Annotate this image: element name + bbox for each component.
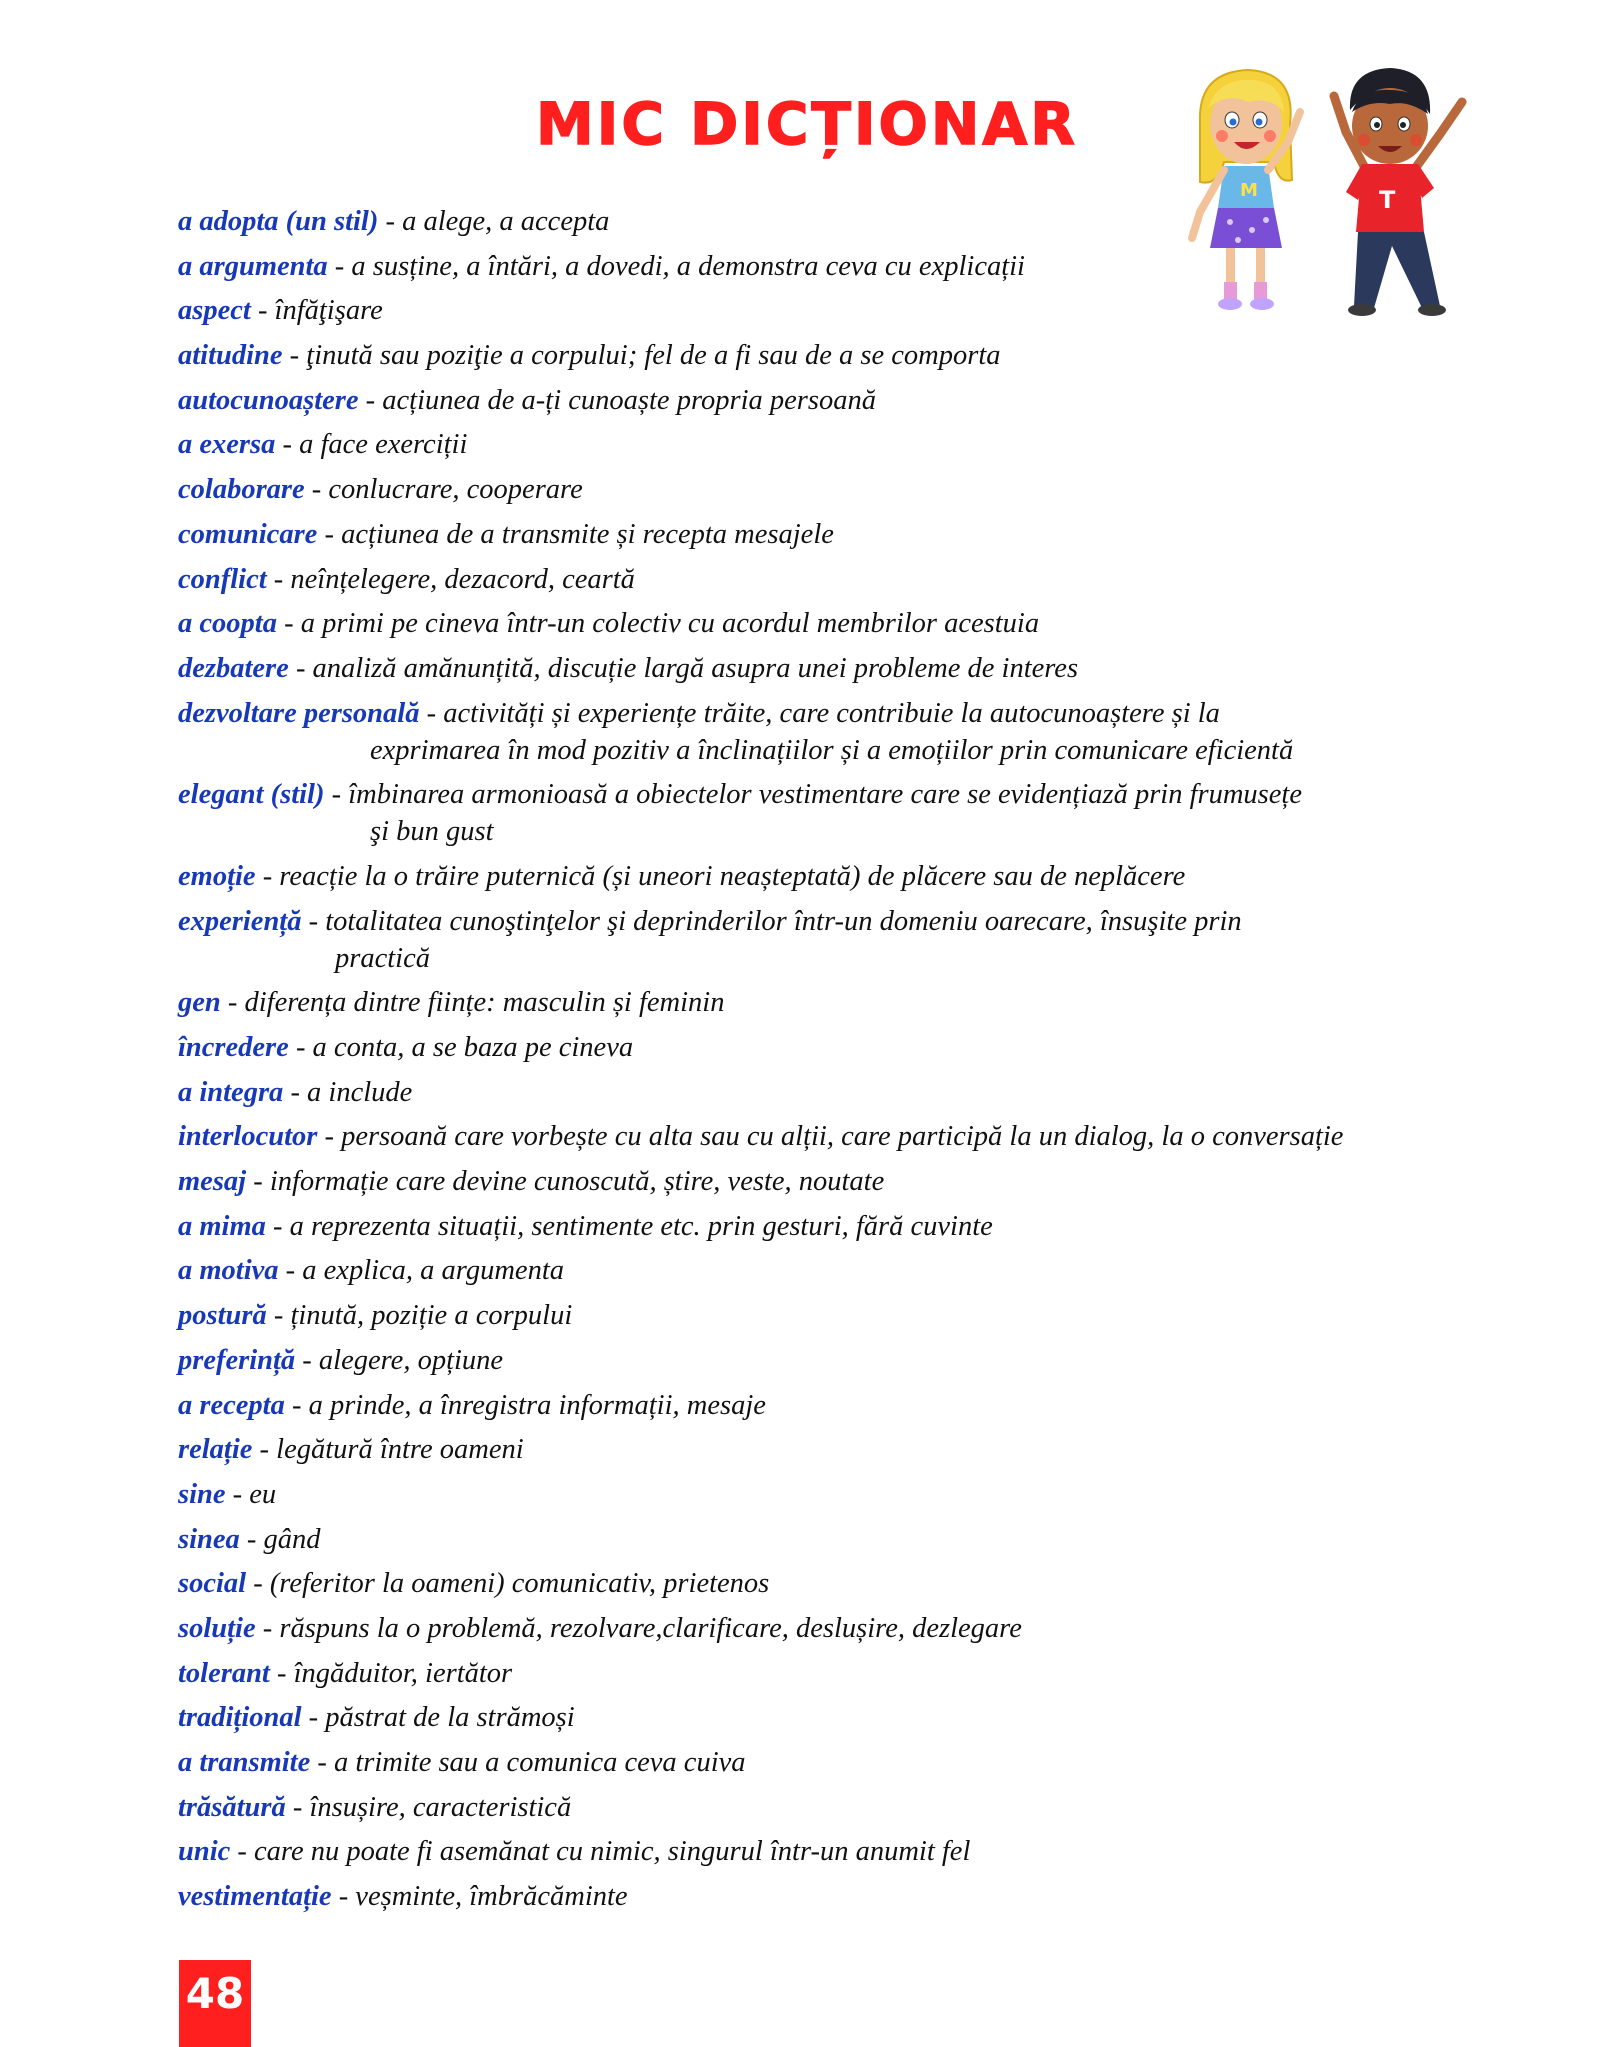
dictionary-entry [178, 903, 1478, 977]
page-number: 48 [179, 1960, 251, 2047]
entry-definition: - acțiunea de a-ți cunoaște propria persoană [358, 384, 876, 416]
entry-term: postură [178, 1300, 267, 1332]
dictionary-entry [178, 1387, 1478, 1424]
entry-definition-continuation: practică [335, 942, 430, 974]
entry-term: social [178, 1568, 247, 1600]
girl-shirt-letter: M [1240, 180, 1258, 201]
dictionary-entry [178, 1208, 1478, 1245]
entry-definition: - legătură între oameni [252, 1434, 524, 1466]
entry-definition: - (referitor la oameni) comunicativ, prietenos [246, 1568, 770, 1600]
dictionary-entry [178, 776, 1478, 850]
entry-definition: - păstrat de la strămoși [301, 1702, 575, 1734]
entry-definition: - persoană care vorbește cu alta sau cu alții, care participă la un dialog, la o conversație [317, 1121, 1344, 1153]
entry-definition: - ţinută sau poziţie a corpului; fel de a fi sau de a se comporta [282, 340, 1001, 372]
dictionary-entry [178, 203, 1478, 240]
entry-definition: - diferența dintre ființe: masculin și feminin [220, 987, 725, 1019]
entry-definition: - care nu poate fi asemănat cu nimic, singurul într-un anumit fel [230, 1836, 971, 1868]
entry-term: a coopta [178, 608, 277, 640]
entry-term: unic [178, 1836, 231, 1868]
dictionary-entry [178, 1252, 1478, 1289]
dictionary-entry [178, 292, 1478, 329]
dictionary-entry [178, 1163, 1478, 1200]
entry-term: încredere [178, 1032, 289, 1063]
dictionary-entry [178, 1074, 1478, 1111]
dictionary-entry [178, 1118, 1478, 1155]
entry-term: soluție [178, 1612, 256, 1644]
entry-term: elegant (stil) [178, 779, 325, 811]
page-title: MIC DICȚIONAR [536, 90, 1078, 158]
entry-term: aspect [178, 295, 251, 327]
dictionary-entry [178, 516, 1478, 553]
dictionary-entry [178, 1833, 1478, 1870]
entry-definition: - informație care devine cunoscută, știre, veste, noutate [246, 1166, 885, 1198]
entry-term: a adopta (un stil) [178, 206, 379, 237]
entry-term: tradițional [178, 1702, 302, 1734]
entry-term: a recepta [178, 1389, 285, 1421]
entry-definition-continuation: şi bun gust [370, 816, 494, 848]
entry-term: a mima [178, 1210, 266, 1242]
dictionary-entry [178, 1342, 1478, 1379]
entry-definition: - a face exerciții [275, 429, 468, 461]
entry-definition: - eu [225, 1478, 277, 1510]
dictionary-entry [178, 561, 1478, 598]
dictionary-entry [178, 1655, 1478, 1692]
entry-definition: - veșminte, îmbrăcăminte [331, 1881, 628, 1913]
entry-term: emoție [178, 860, 256, 892]
entry-definition: - alegere, opțiune [295, 1344, 504, 1376]
entry-definition: - a explica, a argumenta [278, 1255, 564, 1287]
dictionary-entry [178, 1610, 1478, 1647]
dictionary-entry [178, 605, 1478, 642]
entry-term: interlocutor [178, 1121, 318, 1153]
entry-term: vestimentație [178, 1881, 332, 1913]
entry-definition: - analiză amănunțită, discuție largă asupra unei probleme de interes [288, 652, 1079, 684]
entry-term: trăsătură [178, 1791, 286, 1823]
entry-definition: - însușire, caracteristică [285, 1791, 572, 1823]
entry-definition: - conlucrare, cooperare [304, 474, 583, 506]
entry-term: sine [178, 1478, 226, 1510]
dictionary-entry [178, 471, 1478, 508]
entry-definition: - a susține, a întări, a dovedi, a demonstra ceva cu explicații [327, 250, 1025, 282]
entry-term: gen [178, 987, 221, 1019]
entry-definition: - totalitatea cunoştinţelor şi deprinderilor într-un domeniu oarecare, însuşite prin [301, 905, 1242, 937]
entry-definition: - a include [283, 1076, 413, 1108]
entry-term: conflict [178, 563, 267, 595]
dictionary-entry [178, 248, 1478, 285]
entry-definition: - activități și experiențe trăite, care contribuie la autocunoaștere și la [419, 697, 1220, 729]
dictionary-entry [178, 858, 1478, 895]
dictionary-entry [178, 984, 1478, 1021]
entry-definition: - a alege, a accepta [378, 206, 610, 237]
entry-term: a argumenta [178, 250, 328, 282]
entry-definition: - a reprezenta situații, sentimente etc. prin gesturi, fără cuvinte [265, 1210, 993, 1242]
entry-definition: - acțiunea de a transmite și recepta mesajele [317, 518, 834, 550]
dictionary-entry [178, 426, 1478, 463]
entry-definition: - reacție la o trăire puternică (și uneori neașteptată) de plăcere sau de neplăcere [255, 860, 1186, 892]
entry-term: atitudine [178, 340, 283, 372]
dictionary-entry [178, 1476, 1478, 1513]
dictionary-entry [178, 1029, 1478, 1066]
entry-term: sinea [178, 1523, 240, 1555]
entry-definition: - îngăduitor, iertător [269, 1657, 513, 1689]
dictionary-entry [178, 1878, 1478, 1915]
entry-definition: - ținută, poziție a corpului [266, 1300, 573, 1332]
entry-definition: - neînțelegere, dezacord, ceartă [266, 563, 635, 595]
dictionary-list [178, 203, 1478, 1923]
dictionary-entry [178, 1565, 1478, 1602]
entry-term: autocunoaștere [178, 384, 359, 416]
dictionary-entry [178, 1431, 1478, 1468]
entry-term: a motiva [178, 1255, 279, 1287]
entry-term: colaborare [178, 474, 305, 506]
entry-definition: - a trimite sau a comunica ceva cuiva [310, 1747, 746, 1778]
boy-shirt-letter: T [1379, 186, 1396, 214]
entry-term: preferință [178, 1344, 296, 1376]
entry-definition: - gând [239, 1523, 321, 1555]
dictionary-entry [178, 1297, 1478, 1334]
entry-term: experiență [178, 905, 302, 937]
entry-definition: - a prinde, a înregistra informații, mesaje [284, 1389, 766, 1421]
entry-definition: - a conta, a se baza pe cineva [288, 1032, 634, 1063]
entry-term: dezvoltare personală [178, 697, 420, 729]
entry-definition: - înfăţişare [250, 295, 383, 327]
entry-term: mesaj [178, 1166, 247, 1198]
dictionary-entry [178, 695, 1478, 769]
entry-term: a transmite [178, 1747, 311, 1778]
entry-term: a exersa [178, 429, 276, 461]
entry-term: tolerant [178, 1657, 270, 1689]
entry-definition: - răspuns la o problemă, rezolvare,clarificare, deslușire, dezlegare [255, 1612, 1022, 1644]
dictionary-entry [178, 650, 1478, 687]
entry-definition: - a primi pe cineva într-un colectiv cu acordul membrilor acestuia [276, 608, 1040, 640]
entry-term: a integra [178, 1076, 284, 1108]
entry-term: comunicare [178, 518, 318, 550]
entry-term: dezbatere [178, 652, 289, 684]
entry-definition-continuation: exprimarea în mod pozitiv a înclinațiilor și a emoțiilor prin comunicare eficientă [370, 734, 1294, 766]
dictionary-entry [178, 337, 1478, 374]
dictionary-entry [178, 1744, 1478, 1781]
dictionary-entry [178, 1521, 1478, 1558]
dictionary-entry [178, 1699, 1478, 1736]
dictionary-entry [178, 1789, 1478, 1826]
entry-term: relație [178, 1434, 253, 1466]
dictionary-entry [178, 382, 1478, 419]
entry-definition: - îmbinarea armonioasă a obiectelor vestimentare care se evidențiază prin frumusețe [324, 779, 1302, 811]
